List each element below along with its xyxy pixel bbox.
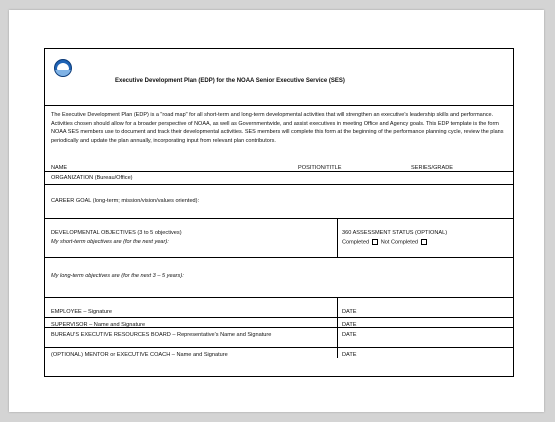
dev-objectives-label: DEVELOPMENTAL OBJECTIVES (3 to 5 objectives) — [51, 230, 182, 236]
document-page — [9, 10, 544, 412]
supervisor-date-label: DATE — [342, 322, 357, 328]
supervisor-signature-row — [45, 318, 513, 328]
name-label: NAME — [51, 165, 68, 171]
signature-divider — [337, 298, 338, 358]
mentor-date-label: DATE — [342, 352, 357, 358]
assessment-options — [342, 239, 427, 246]
form-header — [45, 49, 513, 106]
employee-date-label: DATE — [342, 309, 357, 315]
board-date-label: DATE — [342, 332, 357, 338]
objectives-divider — [337, 219, 338, 258]
mentor-signature-label: (OPTIONAL) MENTOR or EXECUTIVE COACH – Name and Signature — [51, 352, 228, 358]
supervisor-signature-label: SUPERVISOR – Name and Signature — [51, 322, 146, 328]
edp-form — [44, 48, 514, 377]
name-row — [45, 161, 513, 172]
career-goal-label: CAREER GOAL (long-term; mission/vision/values oriented): — [51, 198, 200, 204]
assessment-label: 360 ASSESSMENT STATUS (OPTIONAL) — [342, 230, 448, 236]
board-signature-row — [45, 328, 513, 348]
long-term-row — [45, 258, 513, 298]
position-label: POSITION/TITLE — [298, 165, 342, 171]
not-completed-checkbox[interactable] — [421, 239, 427, 245]
completed-checkbox[interactable] — [372, 239, 378, 245]
noaa-logo-icon — [54, 59, 72, 77]
series-grade-label: SERIES/GRADE — [411, 165, 453, 171]
employee-signature-label: EMPLOYEE – Signature — [51, 309, 112, 315]
organization-row — [45, 172, 513, 185]
career-goal-row — [45, 185, 513, 219]
short-term-label: My short-term objectives are (for the next year): — [51, 239, 169, 245]
mentor-signature-row — [45, 348, 513, 378]
employee-signature-row — [45, 298, 513, 318]
organization-label: ORGANIZATION (Bureau/Office) — [51, 175, 133, 181]
not-completed-label: Not Completed — [380, 239, 419, 246]
completed-label: Completed — [342, 239, 370, 246]
board-signature-label: BUREAU'S EXECUTIVE RESOURCES BOARD – Representative's Name and Signature — [51, 332, 272, 338]
long-term-label: My long-term objectives are (for the next 3 – 5 years): — [51, 273, 184, 279]
intro-text: The Executive Development Plan (EDP) is a "road map" for all short-term and long-term developmental activities that will strengthen an executive's leadership skills and performance. Activities chosen should allow for a broader perspective of NOAA, as well as Governmentwide, and assist executives in meeting Office and Agency goals. This EDP template is the form NOAA SES members use to document and track their developmental activities. SES members will complete this form at the beginning of the performance planning cycle, review the plans periodically and update the plan annually, incorporating input from relevant plan contributors. — [51, 112, 504, 144]
form-title: Executive Development Plan (EDP) for the NOAA Senior Executive Service (SES) — [115, 78, 345, 84]
dev-objectives-row — [45, 219, 513, 258]
